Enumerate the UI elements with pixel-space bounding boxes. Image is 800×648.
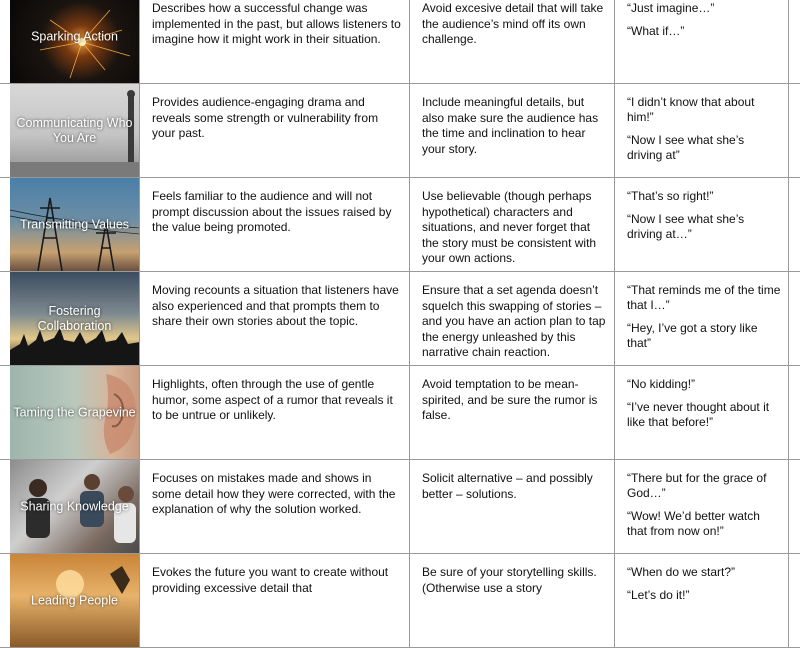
quote: “I’ve never thought about it like that before!” (627, 400, 770, 429)
story-type-image (10, 0, 140, 83)
description-cell: Feels familiar to the audience and will not prompt discussion about the issues raised by the value being promoted. (140, 178, 410, 271)
table-row (0, 366, 800, 460)
story-type-label: Taming the Grapevine (13, 405, 136, 419)
quote: “I didn’t know that about him!” (627, 95, 755, 124)
advice-cell: Ensure that a set agenda doesn’t squelch this swapping of stories – and you have an action plan to tap the energy unleashed by this narrative chain reaction. (410, 272, 615, 365)
description-cell: Provides audience-engaging drama and reveals some strength or vulnerability from your past. (140, 84, 410, 177)
quote: “Now I see what she’s driving at…” (627, 212, 745, 241)
quotes-cell (615, 366, 789, 459)
story-type-label: Fostering Collaboration (37, 303, 112, 333)
description-cell: Focuses on mistakes made and shows in some detail how they were corrected, with the explanation of why the solution worked. (140, 460, 410, 553)
quote: “Just imagine…” (627, 1, 715, 15)
story-type-image (10, 460, 140, 553)
table-row (0, 460, 800, 554)
quote: “There but for the grace of God…” (627, 471, 767, 500)
story-type-image (10, 366, 140, 459)
quotes-cell (615, 272, 789, 365)
advice-cell: Solicit alternative – and possibly better – solutions. (410, 460, 615, 553)
story-type-image (10, 84, 140, 177)
story-type-label: Transmitting Values (19, 217, 130, 231)
story-type-image (10, 554, 140, 647)
description-cell: Describes how a successful change was implemented in the past, but allows listeners to imagine how it might work in their situation. (140, 0, 410, 83)
quote: “That’s so right!” (627, 189, 714, 203)
story-type-image (10, 178, 140, 271)
quotes-cell (615, 0, 789, 83)
story-type-label: Leading People (31, 593, 118, 607)
table-row (0, 272, 800, 366)
story-type-label: Sparking Action (31, 29, 118, 43)
advice-cell: Avoid excesive detail that will take the audience’s mind off its own challenge. (410, 0, 615, 83)
quote: “Now I see what she’s driving at” (627, 133, 745, 162)
quotes-cell (615, 460, 789, 553)
table-row (0, 178, 800, 272)
quote: “Hey, I’ve got a story like that” (627, 321, 758, 350)
advice-cell: Avoid temptation to be mean-spirited, and be sure the rumor is false. (410, 366, 615, 459)
story-type-image (10, 272, 140, 365)
table-row (0, 554, 800, 648)
advice-cell: Use believable (though perhaps hypothetical) characters and situations, and never forget that the story must be consistent with your own actions. (410, 178, 615, 271)
quote: “When do we start?” (627, 565, 736, 579)
quote: “Let’s do it!” (627, 588, 690, 602)
story-type-label: Communicating Who You Are (16, 115, 133, 145)
quotes-cell (615, 178, 789, 271)
quotes-cell (615, 84, 789, 177)
advice-cell: Be sure of your storytelling skills. (Otherwise use a story (410, 554, 615, 647)
story-type-label: Sharing Knowledge (20, 499, 129, 513)
description-cell: Moving recounts a situation that listeners have also experienced and that prompts them to share their own stories about the topic. (140, 272, 410, 365)
quote: “That reminds me of the time that I…” (627, 283, 781, 312)
description-cell: Evokes the future you want to create without providing excessive detail that (140, 554, 410, 647)
table-row (0, 0, 800, 84)
quotes-cell (615, 554, 789, 647)
quote: “What if…” (627, 24, 685, 38)
table-row (0, 84, 800, 178)
description-cell: Highlights, often through the use of gentle humor, some aspect of a rumor that reveals it to be untrue or unlikely. (140, 366, 410, 459)
advice-cell: Include meaningful details, but also make sure the audience has the time and inclination to hear your story. (410, 84, 615, 177)
quote: “Wow! We’d better watch that from now on!” (627, 509, 760, 538)
quote: “No kidding!” (627, 377, 696, 391)
